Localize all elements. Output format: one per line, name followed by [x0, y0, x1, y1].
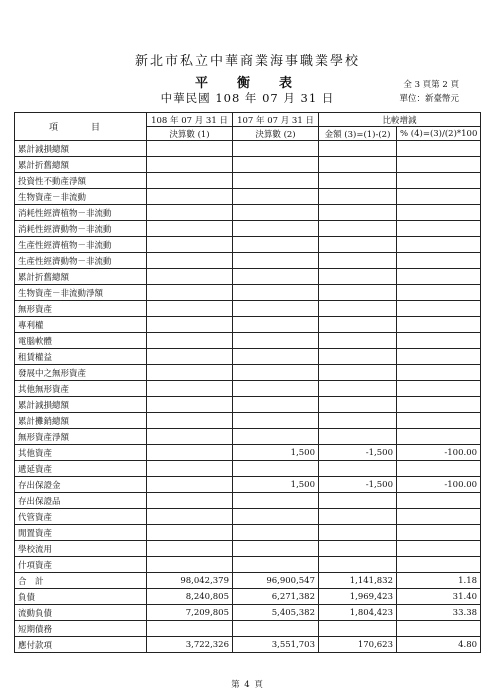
row-current-actual — [147, 349, 233, 365]
row-amount-diff — [319, 557, 397, 573]
table-row — [15, 445, 481, 461]
table-row — [15, 205, 481, 221]
row-current-actual — [147, 429, 233, 445]
row-item-name: 無形資產淨額 — [15, 429, 147, 445]
row-percent-diff — [397, 525, 481, 541]
row-current-actual — [147, 173, 233, 189]
row-current-actual — [147, 237, 233, 253]
row-item-name: 負債 — [15, 589, 147, 605]
row-current-actual: 8,240,805 — [147, 589, 233, 605]
row-prior-actual — [233, 173, 319, 189]
row-amount-diff — [319, 541, 397, 557]
column-header-current-date: 108 年 07 月 31 日 — [147, 113, 233, 127]
row-prior-actual — [233, 141, 319, 157]
row-prior-actual — [233, 461, 319, 477]
row-amount-diff — [319, 173, 397, 189]
row-prior-actual — [233, 429, 319, 445]
row-item-name: 消耗性經濟動物－非流動 — [15, 221, 147, 237]
row-item-name: 無形資產 — [15, 301, 147, 317]
row-current-actual — [147, 509, 233, 525]
row-amount-diff — [319, 157, 397, 173]
row-percent-diff — [397, 173, 481, 189]
row-current-actual — [147, 525, 233, 541]
table-row — [15, 157, 481, 173]
row-item-name: 學校流用 — [15, 541, 147, 557]
table-row — [15, 621, 481, 637]
table-row — [15, 253, 481, 269]
row-item-name: 累計減損總額 — [15, 141, 147, 157]
row-prior-actual — [233, 157, 319, 173]
row-percent-diff — [397, 381, 481, 397]
row-prior-actual: 1,500 — [233, 477, 319, 493]
row-prior-actual — [233, 285, 319, 301]
row-current-actual — [147, 461, 233, 477]
row-item-name: 短期債務 — [15, 621, 147, 637]
table-row — [15, 333, 481, 349]
row-percent-diff — [397, 509, 481, 525]
row-amount-diff — [319, 205, 397, 221]
row-item-name: 累計減損總額 — [15, 397, 147, 413]
row-percent-diff: 4.80 — [397, 637, 481, 653]
row-item-name: 生產性經濟植物－非流動 — [15, 237, 147, 253]
row-prior-actual — [233, 493, 319, 509]
row-item-name: 租賃權益 — [15, 349, 147, 365]
table-row — [15, 413, 481, 429]
row-amount-diff — [319, 285, 397, 301]
row-percent-diff — [397, 285, 481, 301]
row-prior-actual: 3,551,703 — [233, 637, 319, 653]
row-item-name: 代管資產 — [15, 509, 147, 525]
table-row — [15, 477, 481, 493]
row-current-actual — [147, 397, 233, 413]
row-percent-diff — [397, 237, 481, 253]
row-percent-diff — [397, 269, 481, 285]
row-current-actual — [147, 221, 233, 237]
row-item-name: 發展中之無形資產 — [15, 365, 147, 381]
column-header-compare: 比較增減 — [319, 113, 481, 127]
report-title: 平 衡 表 — [194, 76, 300, 91]
table-row — [15, 429, 481, 445]
row-percent-diff — [397, 621, 481, 637]
row-current-actual — [147, 285, 233, 301]
row-current-actual — [147, 317, 233, 333]
row-amount-diff — [319, 461, 397, 477]
row-amount-diff — [319, 429, 397, 445]
row-amount-diff — [319, 493, 397, 509]
row-amount-diff — [319, 349, 397, 365]
table-row — [15, 557, 481, 573]
row-prior-actual — [233, 317, 319, 333]
row-item-name: 閒置資產 — [15, 525, 147, 541]
row-prior-actual — [233, 269, 319, 285]
row-percent-diff — [397, 189, 481, 205]
row-prior-actual: 1,500 — [233, 445, 319, 461]
row-current-actual: 98,042,379 — [147, 573, 233, 589]
table-row — [15, 381, 481, 397]
row-prior-actual: 5,405,382 — [233, 605, 319, 621]
row-current-actual — [147, 621, 233, 637]
row-current-actual — [147, 205, 233, 221]
row-amount-diff — [319, 269, 397, 285]
row-item-name: 合 計 — [15, 573, 147, 589]
row-item-name: 流動負債 — [15, 605, 147, 621]
row-item-name: 存出保證金 — [15, 477, 147, 493]
row-amount-diff: 170,623 — [319, 637, 397, 653]
row-amount-diff: 1,141,832 — [319, 573, 397, 589]
row-current-actual: 7,209,805 — [147, 605, 233, 621]
row-current-actual — [147, 189, 233, 205]
row-amount-diff — [319, 525, 397, 541]
row-prior-actual — [233, 301, 319, 317]
row-item-name: 遞延資產 — [15, 461, 147, 477]
row-prior-actual — [233, 413, 319, 429]
page-info — [399, 78, 459, 106]
row-current-actual — [147, 301, 233, 317]
row-percent-diff — [397, 493, 481, 509]
table-row — [15, 269, 481, 285]
row-current-actual — [147, 141, 233, 157]
table-row — [15, 221, 481, 237]
row-current-actual — [147, 333, 233, 349]
row-amount-diff — [319, 333, 397, 349]
row-prior-actual — [233, 381, 319, 397]
row-item-name: 什項資產 — [15, 557, 147, 573]
table-row — [15, 141, 481, 157]
table-row — [15, 509, 481, 525]
column-header-prior-date: 107 年 07 月 31 日 — [233, 113, 319, 127]
row-amount-diff: 1,969,423 — [319, 589, 397, 605]
row-amount-diff — [319, 221, 397, 237]
row-prior-actual — [233, 397, 319, 413]
table-row — [15, 189, 481, 205]
row-amount-diff: 1,804,423 — [319, 605, 397, 621]
row-percent-diff — [397, 397, 481, 413]
row-percent-diff: 31.40 — [397, 589, 481, 605]
table-row — [15, 461, 481, 477]
row-amount-diff — [319, 253, 397, 269]
row-item-name: 累計攤銷總額 — [15, 413, 147, 429]
row-prior-actual — [233, 525, 319, 541]
row-percent-diff — [397, 221, 481, 237]
row-current-actual — [147, 157, 233, 173]
row-prior-actual: 96,900,547 — [233, 573, 319, 589]
row-prior-actual — [233, 205, 319, 221]
row-item-name: 電腦軟體 — [15, 333, 147, 349]
row-amount-diff — [319, 413, 397, 429]
row-prior-actual — [233, 365, 319, 381]
row-current-actual: 3,722,326 — [147, 637, 233, 653]
row-item-name: 生物資產－非流動 — [15, 189, 147, 205]
row-current-actual — [147, 381, 233, 397]
row-percent-diff — [397, 157, 481, 173]
row-percent-diff: -100.00 — [397, 477, 481, 493]
table-row — [15, 301, 481, 317]
table-row — [15, 349, 481, 365]
report-date: 中華民國 108 年 07 月 31 日 — [160, 91, 335, 105]
table-row — [15, 589, 481, 605]
column-header-current-actual: 決算數 (1) — [147, 127, 233, 141]
page-count: 全 3 頁第 2 頁 — [403, 80, 459, 90]
row-item-name: 應付款項 — [15, 637, 147, 653]
row-amount-diff — [319, 189, 397, 205]
table-row — [15, 525, 481, 541]
row-prior-actual — [233, 253, 319, 269]
row-amount-diff — [319, 509, 397, 525]
table-body — [15, 141, 481, 653]
row-item-name: 專利權 — [15, 317, 147, 333]
row-item-name: 存出保證品 — [15, 493, 147, 509]
row-amount-diff — [319, 397, 397, 413]
row-percent-diff — [397, 461, 481, 477]
row-current-actual — [147, 493, 233, 509]
row-percent-diff — [397, 301, 481, 317]
row-percent-diff — [397, 317, 481, 333]
row-amount-diff: -1,500 — [319, 477, 397, 493]
row-percent-diff — [397, 429, 481, 445]
row-prior-actual — [233, 189, 319, 205]
row-prior-actual — [233, 621, 319, 637]
row-amount-diff — [319, 317, 397, 333]
row-amount-diff — [319, 141, 397, 157]
table-row — [15, 365, 481, 381]
row-item-name: 消耗性經濟植物－非流動 — [15, 205, 147, 221]
row-amount-diff — [319, 381, 397, 397]
row-item-name: 累計折舊總額 — [15, 269, 147, 285]
row-amount-diff: -1,500 — [319, 445, 397, 461]
row-current-actual — [147, 445, 233, 461]
table-row — [15, 541, 481, 557]
row-amount-diff — [319, 301, 397, 317]
row-item-name: 其他資產 — [15, 445, 147, 461]
row-item-name: 生物資產－非流動淨額 — [15, 285, 147, 301]
table-row — [15, 637, 481, 653]
table-row — [15, 493, 481, 509]
row-percent-diff — [397, 333, 481, 349]
row-item-name: 其他無形資產 — [15, 381, 147, 397]
row-prior-actual — [233, 509, 319, 525]
row-percent-diff — [397, 557, 481, 573]
table-row — [15, 317, 481, 333]
row-percent-diff: -100.00 — [397, 445, 481, 461]
table-row — [15, 173, 481, 189]
row-prior-actual — [233, 333, 319, 349]
row-percent-diff — [397, 141, 481, 157]
column-header-percent-diff: % (4)=(3)/(2)*100 — [397, 127, 481, 141]
table-row — [15, 605, 481, 621]
balance-sheet-table — [14, 112, 481, 653]
row-current-actual — [147, 413, 233, 429]
row-current-actual — [147, 253, 233, 269]
row-item-name: 投資性不動產淨額 — [15, 173, 147, 189]
row-prior-actual — [233, 349, 319, 365]
row-percent-diff: 33.38 — [397, 605, 481, 621]
row-current-actual — [147, 557, 233, 573]
row-amount-diff — [319, 365, 397, 381]
row-prior-actual: 6,271,382 — [233, 589, 319, 605]
page-number: 第 4 頁 — [231, 680, 264, 690]
school-name: 新北市私立中華商業海事職業學校 — [134, 54, 360, 69]
table-row — [15, 237, 481, 253]
table-row — [15, 573, 481, 589]
currency-unit: 單位：新臺幣元 — [399, 94, 459, 104]
row-percent-diff — [397, 205, 481, 221]
row-item-name: 累計折舊總額 — [15, 157, 147, 173]
table-row — [15, 397, 481, 413]
row-percent-diff — [397, 413, 481, 429]
row-percent-diff — [397, 349, 481, 365]
row-percent-diff — [397, 541, 481, 557]
column-header-item: 項 目 — [15, 113, 147, 141]
row-prior-actual — [233, 237, 319, 253]
row-percent-diff — [397, 365, 481, 381]
column-header-prior-actual: 決算數 (2) — [233, 127, 319, 141]
row-prior-actual — [233, 557, 319, 573]
row-prior-actual — [233, 221, 319, 237]
row-percent-diff: 1.18 — [397, 573, 481, 589]
table-row — [15, 285, 481, 301]
row-current-actual — [147, 365, 233, 381]
row-amount-diff — [319, 237, 397, 253]
row-percent-diff — [397, 253, 481, 269]
column-header-amount-diff: 金額 (3)=(1)-(2) — [319, 127, 397, 141]
row-current-actual — [147, 477, 233, 493]
row-current-actual — [147, 269, 233, 285]
row-item-name: 生產性經濟動物－非流動 — [15, 253, 147, 269]
row-prior-actual — [233, 541, 319, 557]
row-amount-diff — [319, 621, 397, 637]
row-current-actual — [147, 541, 233, 557]
